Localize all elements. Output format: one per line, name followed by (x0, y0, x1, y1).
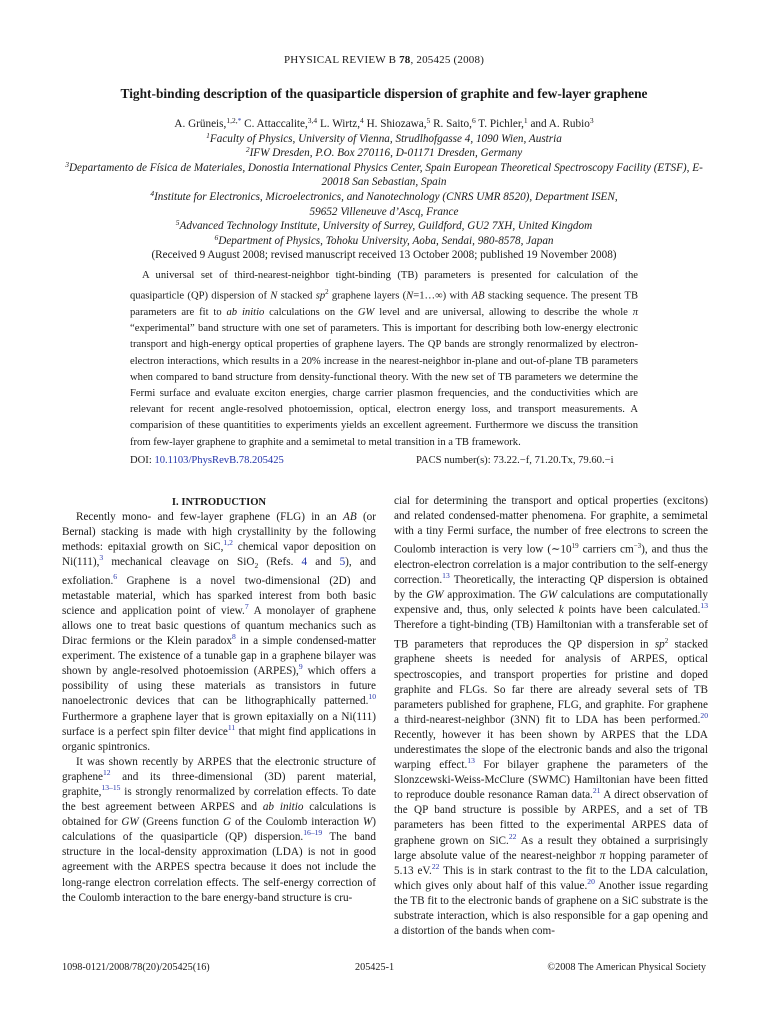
doi-label: DOI: (130, 455, 152, 466)
pacs-numbers: PACS number(s): 73.22.−f, 71.20.Tx, 79.60.−i (416, 455, 614, 466)
ref-link[interactable]: 22 (431, 861, 440, 871)
ref-link[interactable]: 9 (298, 662, 303, 672)
affiliation-3: $^3$Departamento de Física de Materiales, Donostia International Physics Center, Spain European Theoretical Spectroscopy Facility (ETSF), E-20018 San Sebastian, Spain (65, 159, 703, 189)
ref-link[interactable]: 16–19 (303, 828, 323, 838)
affiliation-2: $^2$IFW Dresden, P.O. Box 270116, D-01171 Dresden, Germany (245, 145, 523, 160)
ref-link[interactable]: 10 (368, 692, 376, 702)
ref-link[interactable]: 22 (508, 831, 517, 841)
right-column (394, 494, 708, 939)
authors-line: A. Grüneis,$^{1,2,*}$ C. Attaccalite,$^{3,4}$ L. Wirtz,$^4$ H. Shiozawa,$^5$ R. Saito,$^6$ T. Pichler,$^1$ and A. Rubio$^3$ (174, 116, 594, 130)
ref-link[interactable]: 6 (113, 571, 118, 581)
corresponding-author-link[interactable]: * (237, 116, 242, 125)
affiliation-1: $^1$Faculty of Physics, University of Vienna, Strudlhofgasse 4, 1090 Wien, Austria (206, 130, 562, 145)
doi-link[interactable]: 10.1103/PhysRevB.78.205425 (154, 455, 284, 466)
ref-link[interactable]: 5 (339, 556, 346, 569)
footer-page-number: 205425-1 (355, 962, 395, 973)
ref-link[interactable]: 7 (244, 601, 249, 611)
ref-link[interactable]: 8 (231, 632, 236, 642)
ref-link[interactable]: 13–15 (101, 783, 121, 793)
ref-link[interactable]: 12 (103, 767, 111, 777)
ref-link[interactable]: 11 (227, 722, 236, 732)
ref-link[interactable]: 21 (592, 786, 601, 796)
ref-link[interactable]: 3 (99, 553, 104, 563)
footer-copyright: ©2008 The American Physical Society (547, 962, 706, 973)
ref-link[interactable]: 1,2 (223, 538, 233, 548)
ref-link[interactable]: 13 (700, 601, 708, 611)
intro-paragraph-1: Recently mono- and few-layer graphene (FLG) in an AB (or Bernal) stacking is made with high crystallinity by the following methods: epitaxial growth on SiC,$^{1,2}$ chemical vapor deposition on Ni(111),$^3$ mechanical cleavage on SiO$_2$ (Refs. 4 and 5), and exfoliation.$^6$ Graphene is a novel two-dimensional (2D) and metastable material, which has sparked interest from both basic science and application point of view.$^7$ A monolayer of graphene allows one to treat basic questions of quantum mechanics such as Dirac fermions or the Klein paradox$^8$ in a simple condensed-matter experiment. The existence of a tunable gap in a graphene bilayer was shown by angle-resolved photoemission (ARPES),$^9$ which offers a possibility of using these materials as transistors in future nanoelectronic devices that can be lithographically patterned.$^{10}$ Furthermore a graphene layer that is grown epitaxially on a Ni(111) surface is a perfect spin filter device$^{11}$ that might find applications in organic spintronics. (62, 511, 377, 753)
section-heading: I. INTRODUCTION (171, 497, 267, 508)
left-column (62, 495, 376, 906)
ref-link[interactable]: 13 (442, 571, 450, 581)
affiliation-4: $^4$Institute for Electronics, Microelectronics, and Nanotechnology (CNRS UMR 8520), Department ISEN, 59652 Villeneuve d’Ascq, France (150, 188, 618, 218)
ref-link[interactable]: 13 (467, 756, 475, 766)
author-block (60, 117, 708, 263)
ref-link[interactable]: 20 (587, 876, 595, 886)
affiliation-6: $^6$Department of Physics, Tohoku University, Aoba, Sendai, 980-8578, Japan (214, 232, 554, 247)
received-dates: (Received 9 August 2008; revised manuscript received 13 October 2008; published 19 November 2008) (151, 249, 617, 262)
ref-link[interactable]: 20 (700, 710, 708, 720)
ref-link[interactable]: 4 (301, 556, 308, 569)
intro-paragraph-continued: cial for determining the transport and optical properties (excitons) and related condensed-matter phenomena. For graphite, a semimetal with a tiny Fermi surface, the number of free electrons to screen the Coulomb interaction is very low ($\sim 10^{19}$ carriers $cm^{-3}$), and thus the electron-electron correlation is a major contribution to the self-energy correction.$^{13}$ Theoretically, the interacting QP dispersion is obtained by the GW approximation. The GW calculations are computationally expensive and, thus, only selected k points have been calculated.$^{13}$ Therefore a tight-binding (TB) Hamiltonian with a transferable set of TB parameters that reproduces the QP dispersion in $sp^2$ stacked graphene sheets is needed for analysis of ARPES, optical spectroscopies, and transport properties for pristine and doped graphite and FLGs. So far there are already several sets of TB parameters published for graphene, FLG, and graphite. For graphene a third-nearest-neighbor (3NN) fit to LDA has been performed.$^{20}$ Recently, however it has been shown by ARPES that the LDA underestimates the slope of the electronic bands and also the trigonal warping effect.$^{13}$ For bilayer graphene the parameters of the Slonzcewski-Weiss-McClure (SWMC) Hamiltonian have been fitted to reproduce double resonance Raman data.$^{21}$ A direct observation of the QP band structure is possible by ARPES, and a set of TB parameters has been fitted to the experimental ARPES data of graphene grown on SiC.$^{22}$ As a result they obtained a surprisingly large absolute value of the nearest-neighbor π hopping parameter of 5.13 eV.$^{22}$ This is in stark contrast to the fit to the LDA calculation, which gives only about half of this value.$^{20}$ Another issue regarding the TB fit to the electronic bands of graphene on a SiC substrate is the substrate interaction, which is also responsible for a gap opening and a distortion of the bands when com- (394, 495, 709, 938)
affiliation-5: $^5$Advanced Technology Institute, University of Surrey, Guildford, GU2 7XH, United Kingdom (175, 218, 593, 233)
journal-header: PHYSICAL REVIEW B 78, 205425 (2008) (283, 54, 485, 66)
abstract: A universal set of third-nearest-neighbor tight-binding (TB) parameters is presented for calculation of the quasiparticle (QP) dispersion of N stacked $sp^2$ graphene layers (N=1…∞) with AB stacking sequence. The present TB parameters are fit to ab initio calculations on the GW level and are universal, allowing to describe the whole π “experimental” band structure with one set of parameters. This is important for describing both low-energy electronic transport and high-energy optical properties of graphene layers. The QP bands are strongly renormalized by electron-electron interactions, which results in a 20% increase in the nearest-neighbor in-plane and out-of-plane TB parameters when compared to band structure from density-functional theory. With the new set of TB parameters we determine the Fermi surface and evaluate exciton energies, charge carrier plasmon frequencies, and the conductivities which are relevant for recent angle-resolved photoemission, optical, electron energy loss, and transport measurements. A comparision of these quantitities to experiments yields an excellent agreement. Furthermore we discuss the transition from few-layer graphene to graphite and a semimetal to metal transition in a TB framework. (130, 270, 639, 448)
intro-paragraph-2: It was shown recently by ARPES that the electronic structure of graphene$^{12}$ and its three-dimensional (3D) parent material, graphite,$^{13-15}$ is strongly renormalized by correlation effects. To date the best agreement between ARPES and ab initio calculations is obtained for GW (Greens function G of the Coulomb interaction W) calculations of the quasiparticle (QP) dispersion.$^{16-19}$ The band structure in the local-density approximation (LDA) is not in good agreement with the ARPES spectra because it does not include the long-range electron correlation effects. The self-energy correction of the Coulomb interaction to the bare energy-band structure is cru- (62, 755, 376, 904)
paper-title: Tight-binding description of the quasiparticle dispersion of graphite and few-layer graphene (120, 86, 648, 101)
footer-issn: 1098-0121/2008/78(20)/205425(16) (62, 962, 210, 973)
doi-line (130, 455, 284, 466)
